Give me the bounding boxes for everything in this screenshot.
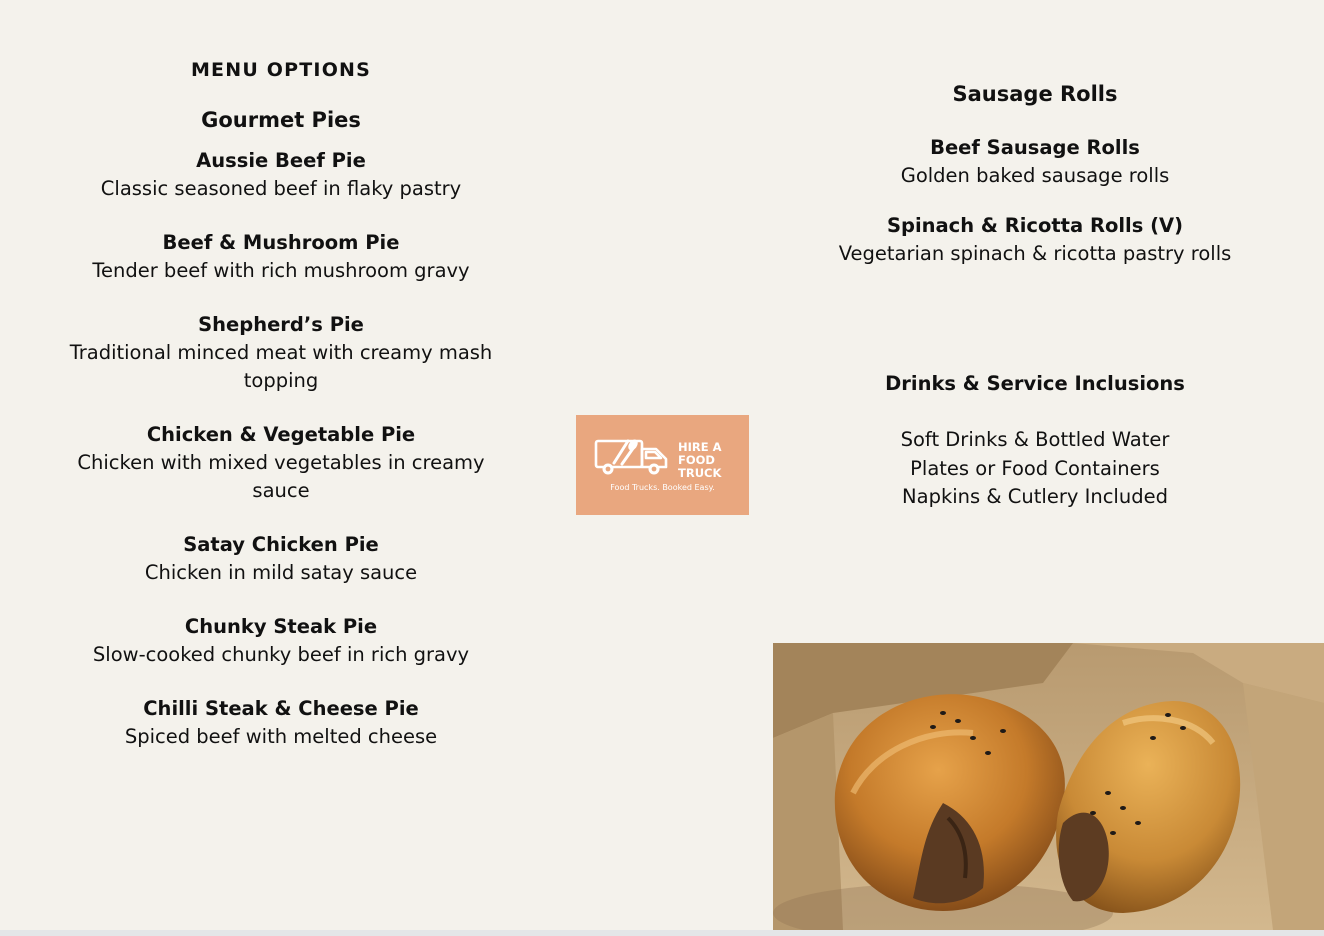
inclusion-item: Soft Drinks & Bottled Water [900,428,1170,451]
item-description: Tender beef with rich mushroom gravy [92,259,470,282]
sausage-rolls-section-title: Sausage Rolls [952,82,1118,106]
item-name: Aussie Beef Pie [196,149,366,172]
item-description: Golden baked sausage rolls [900,164,1170,187]
menu-heading: MENU OPTIONS [190,59,372,81]
menu-item-chicken-vegetable-pie [40,421,522,505]
item-name: Chicken & Vegetable Pie [146,423,416,446]
inclusion-item: Plates or Food Containers [910,456,1160,480]
inclusions-section-title: Drinks & Service Inclusions [885,372,1185,395]
item-description: Chicken in mild satay sauce [144,561,418,584]
pies-column [40,56,522,751]
menu-item-chilli-steak-cheese-pie [40,695,522,751]
logo-tagline: Food Trucks. Booked Easy. [610,483,715,492]
menu-item-satay-chicken-pie [40,531,522,587]
inclusions-section [800,370,1270,512]
logo-line: HIRE A [678,440,722,454]
item-description: Chicken with mixed vegetables in creamy sauce [77,451,485,502]
food-truck-icon [592,435,676,479]
inclusion-item: Napkins & Cutlery Included [902,485,1168,508]
item-name: Shepherd’s Pie [198,313,364,336]
pies-section-title: Gourmet Pies [201,108,361,132]
meat-pie-photo [773,643,1324,930]
menu-item-beef-mushroom-pie [40,229,522,285]
item-description: Spiced beef with melted cheese [124,725,438,748]
item-name: Beef & Mushroom Pie [162,231,400,254]
item-description: Traditional minced meat with creamy mash topping [69,341,493,392]
logo-wordmark [678,441,722,480]
page-bottom-edge [0,930,1324,936]
item-name: Satay Chicken Pie [183,533,379,556]
item-name: Beef Sausage Rolls [930,136,1140,159]
sausage-rolls-column [800,80,1270,268]
menu-item-shepherds-pie [40,311,522,395]
item-name: Spinach & Ricotta Rolls (V) [886,214,1184,237]
menu-item-spinach-ricotta-rolls [800,212,1270,268]
item-name: Chilli Steak & Cheese Pie [143,697,419,720]
item-description: Vegetarian spinach & ricotta pastry rolls [838,242,1232,265]
logo-line: TRUCK [678,466,722,480]
item-description: Classic seasoned beef in flaky pastry [100,177,462,200]
menu-item-chunky-steak-pie [40,613,522,669]
item-name: Chunky Steak Pie [184,615,378,638]
hire-a-food-truck-logo [576,415,749,515]
menu-item-beef-sausage-rolls [800,134,1270,190]
logo-line: FOOD [678,453,715,467]
item-description: Slow-cooked chunky beef in rich gravy [92,643,470,666]
menu-item-aussie-beef-pie [40,147,522,203]
